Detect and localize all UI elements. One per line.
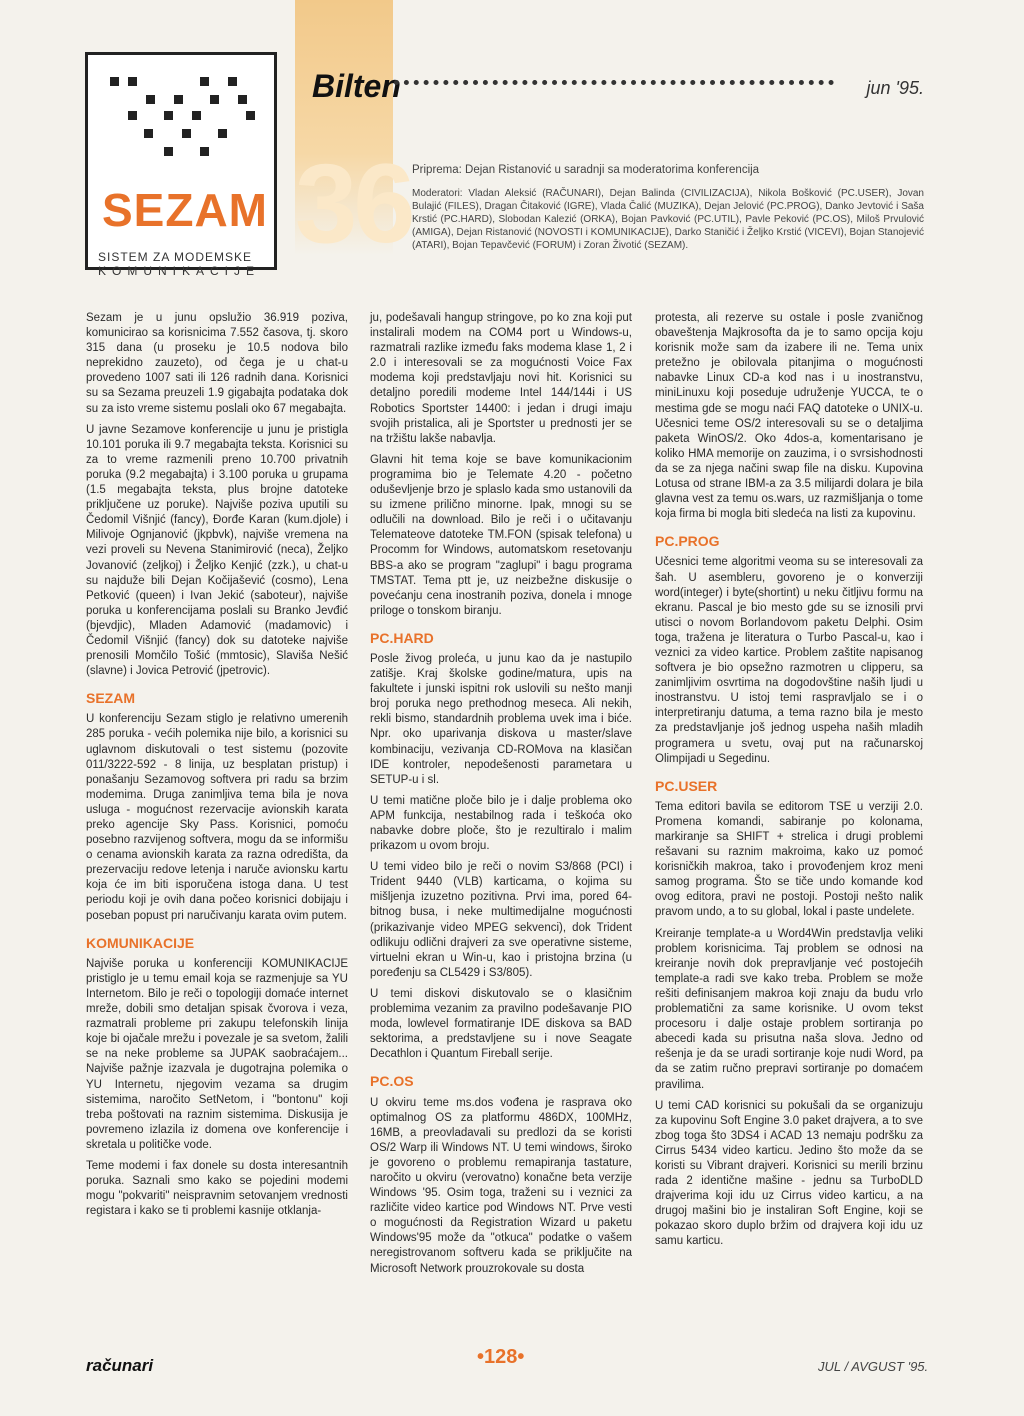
paragraph: U temi CAD korisnici su pokušali da se organizuju za kupovinu Soft Engine 3.0 paket drajvera, a to sve zbog toga što 3DS4 i ACAD 13 nemaju podršku za Cirrus 5434 video karticu. Jedino što može da se koristi su Vibrant drajveri. Korisnici su merili brzinu rada 2 identične mašine - jednu sa TurboDLD drajverima koji idu uz Cirrus video karticu, a na drugoj mašini bio je instaliran Soft Engine, koji se pokazao skoro duplo bržim od drajvera koji idu uz samu karticu. (655, 1099, 923, 1248)
paragraph: Glavni hit tema koje se bave komunikacionim programima bio je Telemate 4.20 - početno oduševljenje brzo je splaslo kada smo ustanovili da su izmene prilično minorne. Ipak, mnogi su se odlučili na download. Bilo je reči i o učitavanju Telemateove datoteke TM.FON (spisak telefona) u Procomm for Windows, automatskom resetovanju BBS-a ako se program "zaglupi" i bagu programa TMSTAT. Tema ptt je, uz neizbežne diskusije o povećanju cena inostranih poziva, donela i mnoge priloge o tonskom biranju. (370, 453, 632, 617)
paragraph: U okviru teme ms.dos vođena je rasprava oko optimalnog OS za platformu 486DX, 100MHz, 16MB, a preovladavali su predlozi da se koristi OS/2 Warp ili Windows NT. U temi windows, široko je govoreno o problemu remapiranja tastature, naročito u okviru (verovatno) konačne beta verzije Windows '95. Osim toga, traženi su i veznici za različite video kartice pod Windows NT. Prve vesti o mogućnosti da Registration Wizard u paketu Windows'95 može da "otkuca" podatke o vašem neregistrovanom softveru kada se priključite na Microsoft Network prouzrokovale su dosta (370, 1096, 632, 1275)
paragraph: U konferenciju Sezam stiglo je relativno umerenih 285 poruka - većih polemika nije bilo, a korisnici su uglavnom diskutovali o test sistemu (pozovite 011/3222-592 - 8 linija, uz besplatan pristup) i ponašanju Sezamovog softvera pri radu sa brzim modemima. Druga zanimljiva tema bila je nova usluga - mogućnost rezervacije avionskih karata preko agencije Sky Pass. Korisnici, pomoću posebno razvijenog softvera, mogu da se informišu o cenama avionskih karata za razna odredišta, da prezervaciju redove letenja i naruče avionsku kartu koja će im biti isporučena istoga dana. U test periodu koji je ovih dana počeo korisnici dobijaju i poseban popust pri naručivanju karata ovim putem. (86, 713, 348, 922)
paragraph: U temi diskovi diskutovalo se o klasičnim problemima vezanim za pravilno podešavanje PIO moda, lowlevel formatiranje IDE diskova sa BAD sektorima, a predstavljene su i nove Seagate Decathlon i Quantum Fireball serije. (370, 987, 632, 1061)
section-heading-pc-os: PC.OS (370, 1073, 414, 1090)
paragraph: Teme modemi i fax donele su dosta interesantnih poruka. Saznali smo kako se pojedini modemi mogu "pokvariti" neispravnim setovanjem vrednosti registara i kako se ti problemi kasnije otklanja- (86, 1159, 348, 1218)
moderatori: Moderatori: Vladan Aleksić (RAČUNARI), Dejan Balinda (CIVILIZACIJA), Nikola Bošković (PC.USER), Jovan Bulajić (FILES), Dragan Čitaković (IGRE), Vlada Čalić (MUZIKA), Dejan Jelović (PC.PROG), Danko Jevtović i Saša Krstić (PC.HARD), Slobodan Kalezić (ORKA), Bojan Pavković (PC.UTIL), Pavle Peković (PC.OS), Miloš Prvulović (AMIGA), Dejan Ristanović (NOVOSTI i KOMUNIKACIJE), Darko Staničić i Željko Krstić (VICEVI), Bojan Stanojević (ATARI), Bojan Tepavčević (FORUM) i Zoran Životić (SEZAM). (412, 188, 924, 251)
section-heading-sezam: SEZAM (86, 690, 135, 707)
logo-sub2: KOMUNIKACIJE (98, 264, 261, 278)
column-3 (655, 311, 923, 1256)
bilten-title: Bilten (312, 68, 401, 104)
paragraph: Najviše poruka u konferenciji KOMUNIKACIJE pristiglo je u temu email koja se razmenjuje sa YU Internetom. Bilo je reči o topologiji domaće internet mreže, dobili smo detaljan spisak čvorova i veza, razmatrali probleme pri zakupu telefonskih linija koje bi ojačale mrežu i povezale je sa svetom, žalili se na neke probleme sa JUPAK saobraćajem... Najviše pažnje izazvala je dugotrajna polemika o YU Internetu, njegovim vezama sa drugim sistemima, naročito SetNetom, i "bontonu" koji treba poštovati na raznim sistemima. Diskusija je povremeno izlazila iz domena ove konferencije i skretala u političke vode. (86, 957, 348, 1151)
issue-date: JUL / AVGUST '95. (818, 1359, 929, 1374)
priprema: Priprema: Dejan Ristanović u saradnji sa moderatorima konferencija (412, 164, 760, 176)
logo-word: SEZAM (102, 184, 268, 236)
logo-sub1: SISTEM ZA MODEMSKE (98, 250, 253, 264)
magazine-name: računari (86, 1356, 154, 1375)
paragraph: protesta, ali rezerve su ostale i posle zvaničnog obaveštenja Majkrosofta da je to samo opcija koju korisnik može sam da izabere ili ne. Tema unix pretežno je obilovala pitanjima o mogućnosti nabavke Linux CD-a kod nas i u inostranstvu, miniLinuxu koji poseduje udruženje YUCCA, te o mestima gde se mogu naći FAQ datoteke o UNIX-u. Učesnici teme OS/2 interesovali su se o detaljima paketa WinOS/2. Oko 4dos-a, komentarisano je koliko HMA memorije on zauzima, i o svrsishodnosti da se za njega načini swap file na disku. Kupovina Lotusa od strane IBM-a za 3.5 milijardi dolara je bila glavna vest za temu os.wars, uz razmišljanja o tome koja firma bi mogla biti sledeća na listi za kupovinu. (655, 312, 923, 521)
paragraph: Kreiranje template-a u Word4Win predstavlja veliki problem korisnicima. Taj problem se odnosi na kreiranje novih dok prepravljanje već postojećih template-a radi sve kako treba. Problem se može rešiti definisanjem makroa koji znaju da budu vrlo problematični za same korisnike. U ovom tekst procesoru i dalje ostaje problem sortiranja po abecedi kada su prisutna naša slova. Jedno od rešenja je da se uradi sortiranje koje nudi Word, pa da se zatim ručno prepravi sortiranje po domaćem pravilima. (655, 927, 923, 1091)
paragraph: Tema editori bavila se editorom TSE u verziji 2.0. Promena komandi, sabiranje po kolonama, markiranje sa SHIFT + strelica i drugi problemi rešavani su raznim makroima, kako uz pomoć korisničkih makroa, tako i provođenjem kroz meni samog programa. Što se tiče undo komande kod ovog editora, pravi ne postoji. Postoji nešto nalik pravom undo, a to su global, lokal i paste undelete. (655, 800, 923, 919)
section-heading-pc-prog: PC.PROG (655, 533, 720, 550)
header-date: jun '95. (866, 78, 924, 98)
column-2 (370, 311, 632, 1283)
sezam-logo (85, 52, 277, 278)
page-number: •128• (477, 1346, 525, 1368)
paragraph: U temi video bilo je reči o novim S3/868 (PCI) i Trident 9440 (VLB) karticama, o kojima su mišljenja izuzetno pozitivna. Prvi ima, pored 64-bitnog busa, i neke multimedijalne mogućnosti (prikazivanje video MPEG sekvenci), dok Trident odlikuju odlični drajveri za sve operativne sisteme, virtuelni ekran u Win-u, kao i pristojna brzina (u poređenju sa CL5429 i S3/805). (370, 861, 632, 979)
column-1 (86, 311, 348, 1225)
paragraph: U temi matične ploče bilo je i dalje problema oko APM funkcija, nestabilnog rada i teškoća oko nabavke dobre ploče, što je rezultiralo i malim prikazom u ovom broju. (370, 794, 632, 853)
dotted-leader (394, 80, 834, 85)
paragraph: Sezam je u junu opslužio 36.919 poziva, komunicirao sa korisnicima 7.552 časova, tj. skoro 315 dana (u proseku je 10.5 nodova bilo neprekidno zauzeto), od čega je u chat-u provedeno 1007 sati ili 126 radnih dana. Korisnici su sa Sezama preuzeli 1.9 gigabajta podataka dok su za isto vreme sistemu poslali oko 67 megabajta. (86, 312, 348, 415)
section-heading-pc-hard: PC.HARD (370, 629, 434, 646)
paragraph: U javne Sezamove konferencije u junu je pristigla 10.101 poruka ili 9.7 megabajta teksta. Korisnici su za to vreme razmenili preno 10.700 privatnih poruka (9.2 megabajta) i 3.100 poruka u grupama (1.5 megabajta teksta, plus brojne datoteke priključene uz poruke). Najviše poziva uputili su Čedomil Višnjić (fancy), Đorđe Karan (kum.djole) i Milivoje Ognjanović (jkpbvk), najviše vremena na vezi proveli su Nevena Stanimirović (neca), Željko Jovanović (zeljkoj) i Željko Kenjić (zzk.), u chat-u su najduže bili Dejan Kočijašević (cosmo), Lena Petković (queen) i Ivan Jekić (saboteur), najviše poruka u konferencijama poslali su Branko Jevđić (bjevdjic), Mladen Adamović (madamovic) i Čedomil Višnjić (fancy) dok su datoteke najviše prenosili Momčilo Tošić (mmtosic), Slaviša Nešić (slavne) i Jovica Petrović (jpetrovic). (86, 423, 348, 678)
paragraph: Posle živog proleća, u junu kao da je nastupilo zatišje. Kraj školske godine/matura, upis na fakultete i junski ispitni rok uslovili su nešto manji broj poruka nego prethodnog meseca. Ali nekih, rekli bismo, standardnih problema uvek ima i biće. Npr. oko uparivanja diskova u master/slave kombinaciju, vezivanja CD-ROMova na klasičan IDE kontroler, nepodešenosti parametara u SETUP-u i sl. (370, 652, 632, 786)
paragraph: ju, podešavali hangup stringove, po ko zna koji put instalirali modem na COM4 port u Windows-u, razmatrali razlike između faks modema klase 1, 2 i 2.0 i interesovali se za mogućnosti Voice Fax modema koji predstavljaju novi hit. Korisnici su detaljno poredili modeme Intel 144/144i i US Robotics Sportster 14400: i jedan i drugi imaju svojih pristalica, ali je Sportster u prednosti jer se na tržištu lakše nabavlja. (370, 312, 632, 445)
section-heading-pc-user: PC.USER (655, 777, 718, 794)
issue-number: 36 (295, 141, 412, 266)
section-heading-komunikacije: KOMUNIKACIJE (86, 934, 195, 951)
header-bar (312, 68, 932, 108)
paragraph: Učesnici teme algoritmi veoma su se interesovali za šah. U asembleru, govoreno je o konverziji word(integer) i byte(shortint) u neku čitljivu formu na ekranu. Pascal je bio mesto gde su se iznosili prvi utisci o novom Borlandovom paketu Delphi. Osim toga, tražena je literatura o Turbo Pascal-u, kao i veznici za video kartice. Problem zaštite napisanog softvera je bio opsežno razmotren u clipperu, sa zanimljivim osvrtima na dogodovštine naših ljudi u inostranstvu. U istoj temi raspravljalo se i o interpretiranju datuma, a tema razno bila je mesto za predstavljanje još jednog uspeha naših mladih programera u svetu, ovaj put na računarskoj Olimpijadi u Segedinu. (655, 556, 923, 765)
